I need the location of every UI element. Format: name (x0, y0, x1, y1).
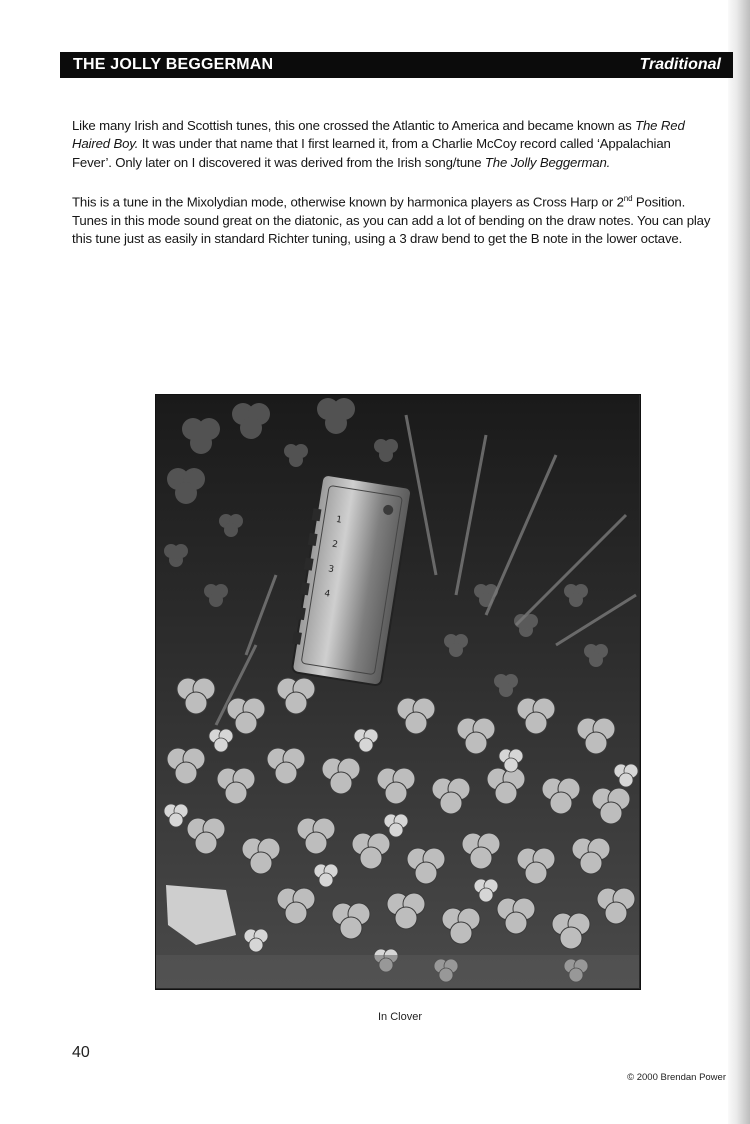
paragraph-intro (72, 117, 712, 172)
tune-name-jolly-beggerman: The Jolly Beggerman. (484, 154, 611, 170)
song-title: THE JOLLY BEGGERMAN (73, 56, 274, 73)
paragraph-intro-text-2: It was under that name that I first learned it, from a Charlie McCoy record called ‘Appalachian Fever’. Only later on I discovered it was derived from the Irish song/tune (72, 136, 671, 170)
copyright-notice: © 2000 Brendan Power (627, 1072, 726, 1083)
tune-name-red-haired-boy: The Red Haired Boy. (72, 118, 685, 152)
song-origin: Traditional (639, 56, 721, 73)
harmonica-hole-number: 4 (323, 588, 331, 600)
page-edge-shadow (728, 0, 750, 1124)
harmonica-hole-number: 3 (327, 564, 335, 576)
paragraph-mode-text-2: Position. Tunes in this mode sound great on the diatonic, as you can add a lot of bending on the draw notes. You can play this tune just as easily in standard Richter tuning, using a 3 draw bend to get the B note in the lower octave. (72, 194, 711, 247)
body-text (72, 117, 712, 267)
paragraph-mode (72, 190, 712, 249)
paragraph-mode-text-1: This is a tune in the Mixolydian mode, otherwise known by harmonica players as Cross Harp or 2 (72, 194, 624, 210)
paragraph-intro-text-1: Like many Irish and Scottish tunes, this one crossed the Atlantic to America and became known as (72, 118, 636, 133)
page-number: 40 (72, 1044, 90, 1061)
harmonica-hole-number: 2 (331, 539, 339, 551)
figure-caption: In Clover (377, 1011, 423, 1023)
harmonica-hole-number: 1 (335, 514, 343, 526)
photo-harmonica-in-clover (155, 394, 641, 990)
header-bar (60, 52, 733, 78)
ordinal-suffix: nd (623, 194, 633, 204)
